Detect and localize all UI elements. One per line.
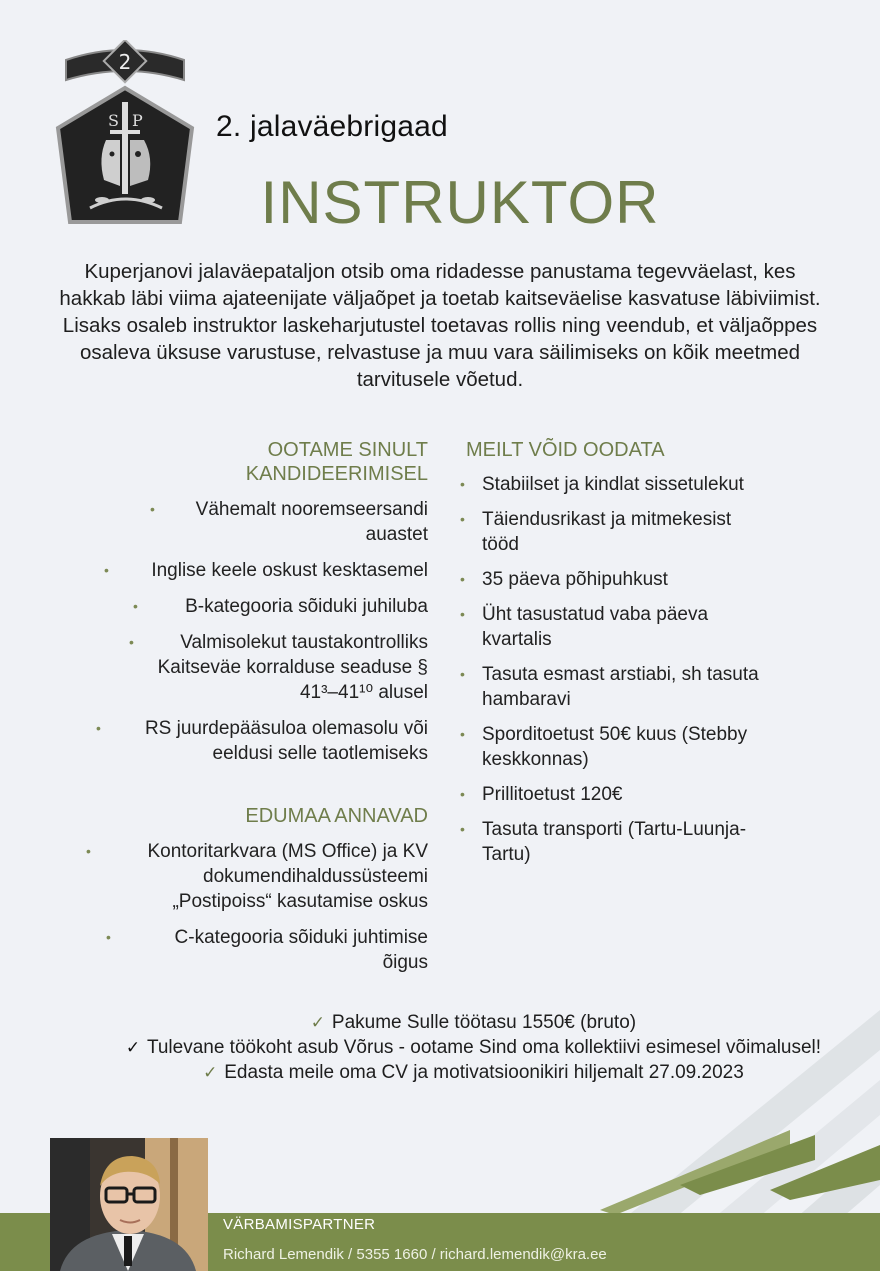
bullet-dot-icon: • xyxy=(460,476,465,492)
bullet-dot-icon: • xyxy=(460,571,465,587)
list-item xyxy=(70,497,428,547)
recruiter-photo xyxy=(50,1138,208,1271)
list-item xyxy=(70,558,428,583)
requirements-title xyxy=(70,438,428,486)
list-item-text: Stabiilset ja kindlat sissetulekut xyxy=(482,474,744,495)
bullet-dot-icon: • xyxy=(460,666,465,682)
requirements-title-line1: OOTAME SINULT xyxy=(267,439,428,461)
offer-text: Edasta meile oma CV ja motivatsioonikiri hiljemalt 27.09.2023 xyxy=(224,1062,744,1083)
bullet-dot-icon: • xyxy=(104,562,109,578)
checkmark-icon: ✓ xyxy=(125,1038,141,1057)
list-item xyxy=(458,472,828,497)
advantages-title: EDUMAA ANNAVAD xyxy=(245,805,428,827)
list-item xyxy=(458,722,828,772)
list-item-text: Täiendusrikast ja mitmekesist tööd xyxy=(482,509,732,555)
bullet-dot-icon: • xyxy=(106,929,111,945)
brigade-name: 2. jalaväebrigaad xyxy=(216,110,448,143)
page-title: INSTRUKTOR xyxy=(260,169,660,236)
requirements-title-line2: KANDIDEERIMISEL xyxy=(245,463,428,485)
list-item xyxy=(458,567,828,592)
list-item xyxy=(70,594,428,619)
list-item-text: 35 päeva põhipuhkust xyxy=(482,569,668,590)
list-item-text: Inglise keele oskust kesktasemel xyxy=(151,560,428,581)
bullet-dot-icon: • xyxy=(129,634,134,650)
requirements-column xyxy=(70,438,428,975)
offer-text: Pakume Sulle töötasu 1550€ (bruto) xyxy=(331,1012,637,1033)
offer-line xyxy=(100,1060,840,1085)
list-item xyxy=(70,630,428,705)
list-item-text: Üht tasustatud vaba päeva kvartalis xyxy=(482,604,709,650)
emblem-number: 2 xyxy=(118,50,132,74)
offer-line xyxy=(100,1035,840,1060)
list-item-text: Valmisolekut taustakontrolliks Kaitseväe korralduse seaduse § 41³–41¹⁰ alusel xyxy=(157,632,428,703)
recruiter-contact: Richard Lemendik / 5355 1660 / richard.lemendik@kra.ee xyxy=(223,1246,607,1263)
list-item-text: Tasuta transporti (Tartu-Luunja-Tartu) xyxy=(482,819,747,865)
requirements-list xyxy=(70,497,428,766)
offers-section xyxy=(100,1010,840,1085)
bullet-dot-icon: • xyxy=(460,786,465,802)
bullet-dot-icon: • xyxy=(150,501,155,517)
list-item xyxy=(458,782,828,807)
offer-text: Tulevane töökoht asub Võrus - ootame Sind oma kollektiivi esimesel võimalusel! xyxy=(146,1037,822,1058)
list-item-text: B-kategooria sõiduki juhiluba xyxy=(185,596,428,617)
svg-text:P: P xyxy=(132,111,143,130)
recruiter-role: VÄRBAMISPARTNER xyxy=(223,1216,376,1233)
checkmark-icon: ✓ xyxy=(310,1013,326,1032)
bullet-dot-icon: • xyxy=(460,606,465,622)
bullet-dot-icon: • xyxy=(96,720,101,736)
svg-text:S: S xyxy=(108,111,119,130)
list-item xyxy=(70,925,428,975)
list-item xyxy=(458,817,828,867)
offer-line xyxy=(100,1010,840,1035)
advantages-list xyxy=(70,839,428,975)
list-item-text: Prillitoetust 120€ xyxy=(482,784,623,805)
benefits-title: MEILT VÕID OODATA xyxy=(466,439,665,461)
list-item-text: Sporditoetust 50€ kuus (Stebby keskkonnas) xyxy=(482,724,748,770)
bullet-dot-icon: • xyxy=(133,598,138,614)
checkmark-icon: ✓ xyxy=(203,1063,218,1082)
list-item xyxy=(458,507,828,557)
bullet-dot-icon: • xyxy=(86,843,91,859)
bullet-dot-icon: • xyxy=(460,511,465,527)
bullet-dot-icon: • xyxy=(460,726,465,742)
benefits-column xyxy=(458,438,828,867)
benefits-list xyxy=(458,472,828,867)
bullet-dot-icon: • xyxy=(460,821,465,837)
list-item xyxy=(70,716,428,766)
list-item-text: Tasuta esmast arstiabi, sh tasuta hambaravi xyxy=(482,664,759,710)
list-item-text: Kontoritarkvara (MS Office) ja KV dokumendihaldussüsteemi „Postipoiss“ kasutamise oskus xyxy=(147,841,428,912)
list-item xyxy=(458,602,828,652)
list-item-text: RS juurdepääsuloa olemasolu või eeldusi selle taotlemiseks xyxy=(144,718,428,764)
list-item-text: Vähemalt nooremseersandi auastet xyxy=(195,499,428,545)
list-item xyxy=(458,662,828,712)
intro-paragraph: Kuperjanovi jalaväepataljon otsib oma ridadesse panustama tegevväelast, kes hakkab läbi viima ajateenijate väljaõpet ja toetab kaitseväelise kasvatuse läbiviimist. Lisaks osaleb instruktor laskeharjutustel toetavas rollis ning veendub, et väljaõppes osaleva üksuse varustuse, relvastuse ja muu vara säilimiseks on kõik meetmed tarvitusele võetud. xyxy=(59,260,821,391)
list-item xyxy=(70,839,428,914)
list-item-text: C-kategooria sõiduki juhtimise õigus xyxy=(174,927,428,973)
